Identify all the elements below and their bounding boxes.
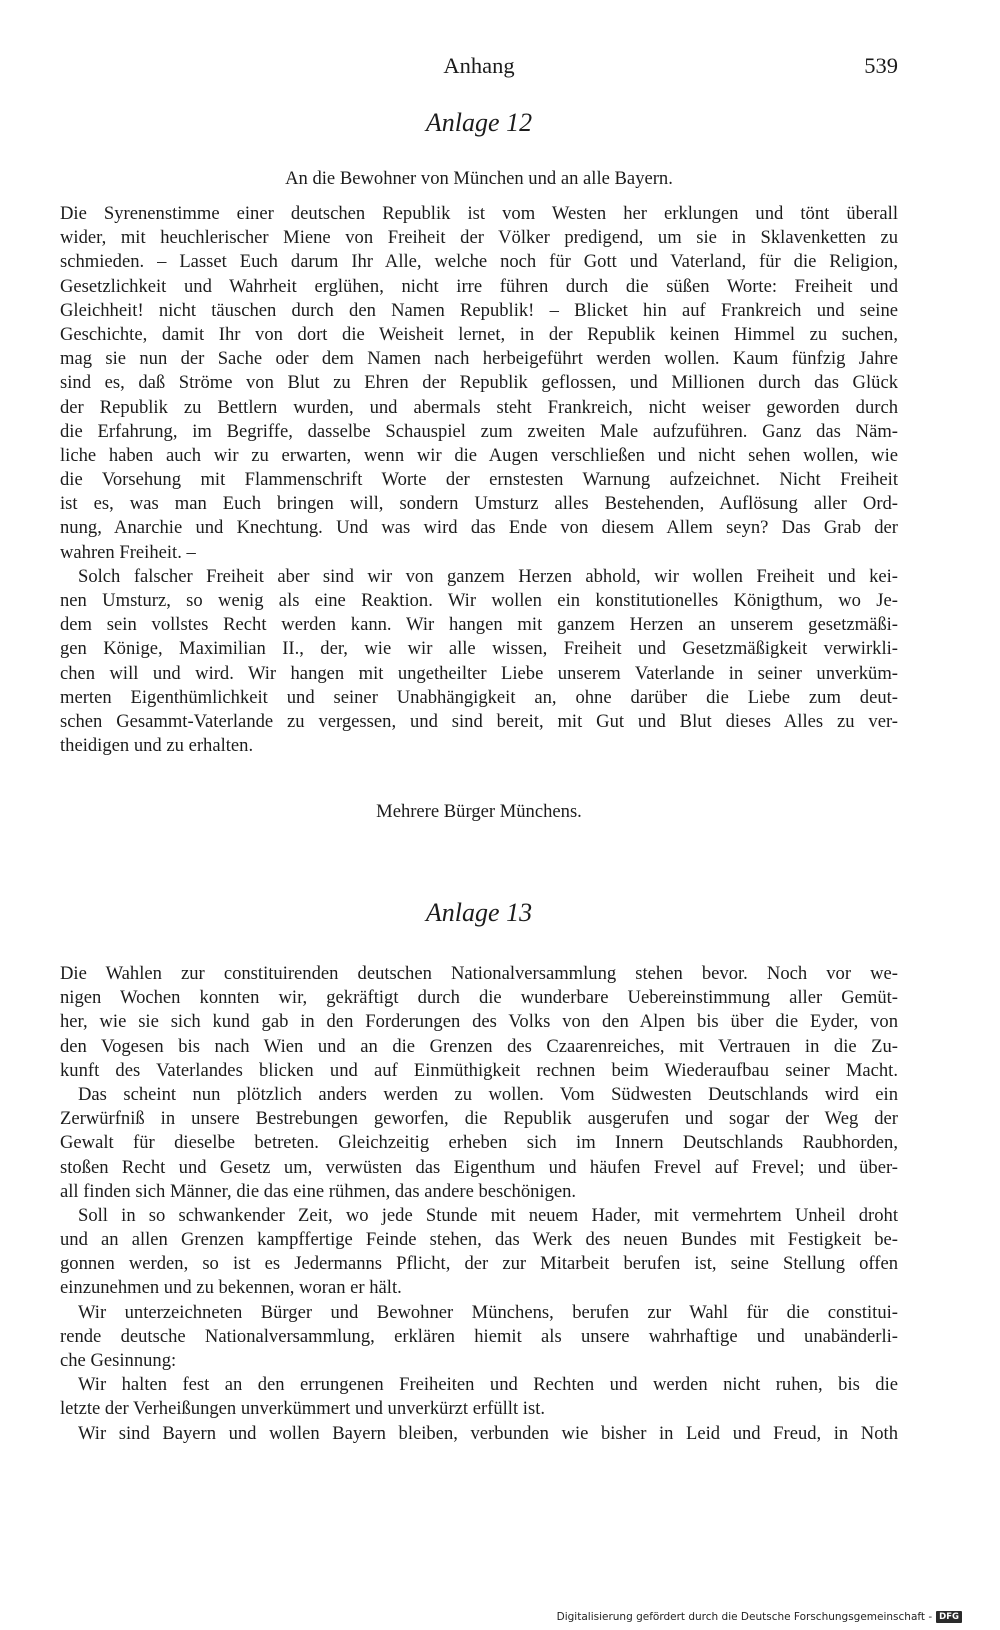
text-line: Gleichheit! nicht täuschen durch den Namen Republik! – Blicket hin auf Frankreich und seine bbox=[60, 299, 898, 321]
text-line: kunft des Vaterlandes blicken und auf Einmüthigkeit rechnen beim Wiederaufbau seiner Macht. bbox=[60, 1059, 898, 1081]
text-line: wider, mit heuchlerischer Miene von Freiheit der Völker predigend, um sie in Sklavenketten zu bbox=[60, 227, 898, 249]
text-line: der Republik zu Bettlern wurden, und abermals steht Frankreich, nicht weiser geworden durch bbox=[60, 396, 898, 418]
text-line: Geschichte, damit Ihr von dort die Weisheit lernet, in der Republik keinen Himmel zu suchen, bbox=[60, 323, 898, 345]
text-line: nung, Anarchie und Knechtung. Und was wird das Ende von diesem Allem seyn? Das Grab der bbox=[60, 517, 898, 539]
text-line: Wir sind Bayern und wollen Bayern bleiben, verbunden wie bisher in Leid und Freud, in Noth bbox=[78, 1422, 898, 1444]
text-line: rende deutsche Nationalversammlung, erklären hiemit als unsere wahrhaftige und unabänderli- bbox=[60, 1325, 898, 1347]
text-line: Das scheint nun plötzlich anders werden zu wollen. Vom Südwesten Deutschlands wird ein bbox=[78, 1083, 898, 1105]
text-line: die Erfahrung, im Begriffe, dasselbe Schauspiel zum zweiten Male aufzuführen. Ganz das Näm- bbox=[60, 420, 898, 442]
anlage-13-body bbox=[60, 962, 898, 1446]
text-line: Gewalt für dieselbe betreten. Gleichzeitig erheben sich im Innern Deutschlands Raubhorden, bbox=[60, 1132, 898, 1154]
text-line: Gesetzlichkeit und Wahrheit erglühen, nicht irre führen durch die süßen Worte: Freiheit und bbox=[60, 275, 898, 297]
anlage-13-title: Anlage 13 bbox=[425, 898, 533, 927]
text-line: chen will und wird. Wir hangen mit ungetheilter Liebe unserem Vaterlande in seiner unverküm- bbox=[60, 662, 898, 684]
text-line: einzunehmen und zu bekennen, woran er hält. bbox=[60, 1277, 402, 1299]
text-line: letzte der Verheißungen unverkümmert und unverkürzt erfüllt ist. bbox=[60, 1398, 546, 1420]
text-line: her, wie sie sich kund gab in den Forderungen des Volks von den Alpen bis über die Eyder, von bbox=[60, 1011, 898, 1033]
dfg-logo: DFG bbox=[936, 1611, 962, 1623]
text-line: sind es, daß Ströme von Blut zu Ehren der Republik geflossen, und Millionen durch das Glück bbox=[60, 372, 898, 394]
page-number: 539 bbox=[864, 53, 898, 78]
text-line: die Vorsehung mit Flammenschrift Worte der ernstesten Warnung aufzeichnet. Nicht Freiheit bbox=[60, 469, 898, 491]
text-line: Die Wahlen zur constituirenden deutschen Nationalversammlung stehen bevor. Noch vor we- bbox=[60, 963, 898, 984]
text-line: Soll in so schwankender Zeit, wo jede Stunde mit neuem Hader, mit vermehrtem Unheil droht bbox=[78, 1204, 898, 1226]
text-line: all finden sich Männer, die das eine rühmen, das andere beschönigen. bbox=[60, 1180, 577, 1202]
anlage-12-title: Anlage 12 bbox=[425, 108, 533, 137]
text-line: stoßen Recht und Gesetz um, verwüsten das Eigenthum und häufen Frevel auf Frevel; und über- bbox=[60, 1156, 898, 1178]
anlage-12-signature-block bbox=[60, 800, 898, 824]
text-line: wahren Freiheit. – bbox=[60, 541, 196, 563]
text-line: liche haben auch wir zu erwarten, wenn wir die Augen verschließen und nicht sehen wollen, wie bbox=[60, 444, 898, 466]
address-line: An die Bewohner von München und an alle Bayern. bbox=[285, 168, 673, 189]
text-line: schmieden. – Lasset Euch darum Ihr Alle, welche noch für Gott und Vaterland, für die Religion, bbox=[60, 251, 898, 273]
text-line: theidigen und zu erhalten. bbox=[60, 735, 254, 757]
text-line: gonnen werden, so ist es Jedermanns Pflicht, der zur Mitarbeit berufen ist, seine Stellung offen bbox=[60, 1253, 898, 1275]
text-line: Wir unterzeichneten Bürger und Bewohner Münchens, berufen zur Wahl für die constitui- bbox=[78, 1301, 898, 1323]
anlage-12-body bbox=[60, 202, 898, 758]
text-line: che Gesinnung: bbox=[60, 1350, 177, 1371]
text-line: gen Könige, Maximilian II., der, wie wir alle wissen, Freiheit und Gesetzmäßigkeit verwirkli- bbox=[60, 638, 898, 660]
text-line: merten Eigenthümlichkeit und seiner Unabhängigkeit an, ohne darüber die Liebe zum deut- bbox=[60, 686, 898, 708]
text-line: ist es, was man Euch bringen will, sondern Umsturz alles Bestehenden, Auflösung aller Ord- bbox=[60, 493, 898, 515]
text-line: und an allen Grenzen kampffertige Feinde stehen, das Werk des neuen Bundes mit Festigkeit be- bbox=[60, 1229, 898, 1251]
digitization-credit bbox=[557, 1611, 962, 1623]
text-line: nigen Wochen konnten wir, gekräftigt durch die wunderbare Uebereinstimmung aller Gemüt- bbox=[60, 987, 898, 1009]
text-line: mag sie nun der Sache oder dem Namen nach herbeigeführt werden wollen. Kaum fünfzig Jahre bbox=[60, 348, 898, 370]
text-line: Die Syrenenstimme einer deutschen Republik ist vom Westen her erklungen und tönt überall bbox=[60, 203, 898, 224]
running-title: Anhang bbox=[443, 53, 515, 78]
text-line: Zerwürfniß in unsere Bestrebungen geworfen, die Republik ausgerufen und sogar der Weg der bbox=[60, 1108, 898, 1130]
text-line: den Vogesen bis nach Wien und an die Grenzen des Czaarenreiches, mit Vertrauen in die Zu- bbox=[60, 1035, 898, 1057]
text-line: schen Gesammt-Vaterlande zu vergessen, und sind bereit, mit Gut und Blut dieses Alles zu ver- bbox=[60, 710, 898, 732]
text-line: Wir halten fest an den errungenen Freiheiten und Rechten und werden nicht ruhen, bis die bbox=[78, 1374, 898, 1396]
anlage-12-address bbox=[60, 167, 898, 191]
text-line: nen Umsturz, so wenig als eine Reaktion. Wir wollen ein konstitutionelles Königthum, wo Je- bbox=[60, 590, 898, 611]
running-header bbox=[60, 53, 898, 83]
text-line: dem sein vollstes Recht werden kann. Wir hangen mit ganzem Herzen an unserem gesetzmäßi- bbox=[60, 614, 898, 636]
text-line: Solch falscher Freiheit aber sind wir von ganzem Herzen abhold, wir wollen Freiheit und kei- bbox=[78, 565, 898, 587]
signature-line: Mehrere Bürger Münchens. bbox=[376, 801, 582, 822]
credit-text: Digitalisierung gefördert durch die Deutsche Forschungsgemeinschaft - bbox=[556, 1611, 933, 1623]
